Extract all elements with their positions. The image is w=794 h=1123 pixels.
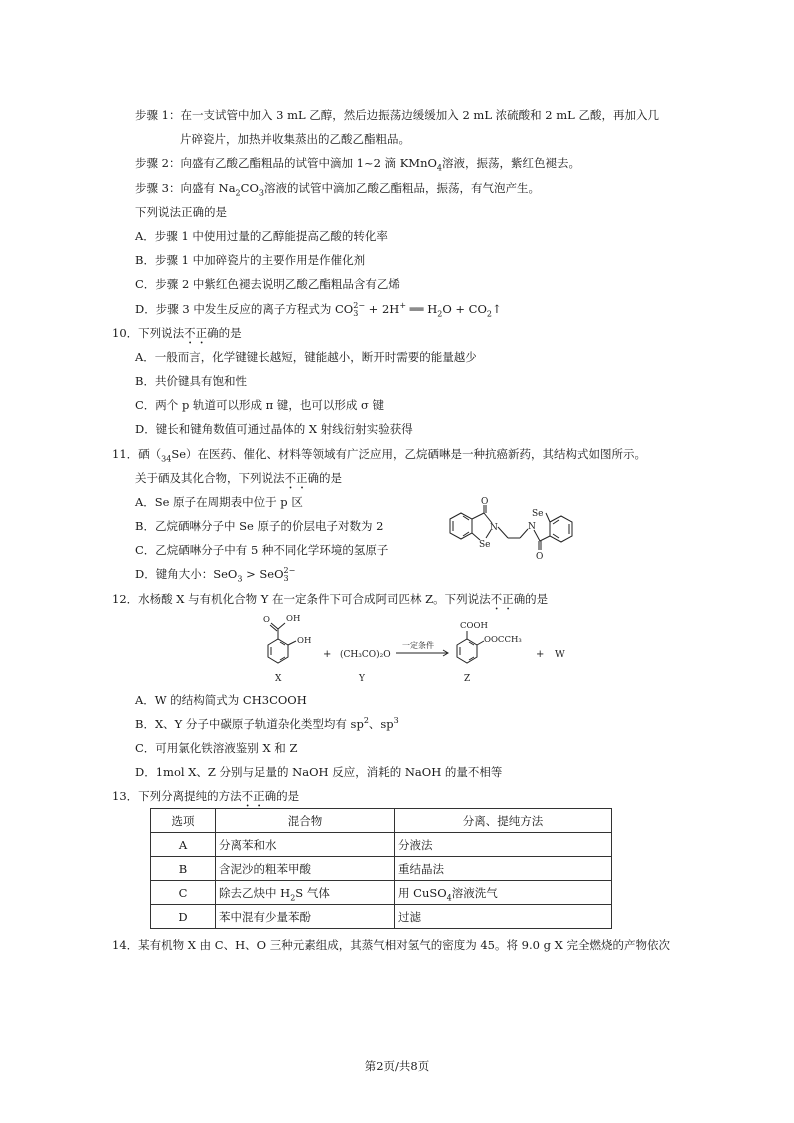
row-mixture: 含泥沙的粗苯甲酸 [216,857,395,881]
right-carbonyl-o: O [536,552,544,562]
left-n: N [490,523,498,533]
q12-stem: 12．水杨酸 X 与有机化合物 Y 在一定条件下可合成阿司匹林 Z。下列说法不正确的是 [112,592,549,606]
q11-stem-line1: 11．硒$(_{34}Se)$在医药、催化、材料等领域有广泛应用，乙烷硒啉是一种抗癌新药，其结构式如图所示。 [112,447,647,464]
table-row [151,905,612,929]
row-method: 重结晶法 [395,857,612,881]
q10-option-a: A．一般而言，化学键键长越短，键能越小，断开时需要的能量越少 [135,350,477,364]
table-row [151,833,612,857]
table-row [151,881,612,905]
q11-option-d: D．键角大小：SeO$_3$ > SeO 2− 3 [135,566,296,584]
x-label: X [275,674,282,684]
q9-option-a: A．步骤 1 中使用过量的乙醇能提高乙酸的转化率 [135,229,388,243]
q11-option-c: C．乙烷硒啉分子中有 5 种不同化学环境的氢原子 [135,543,389,557]
plus-sign-2: + [536,649,545,660]
right-se: Se [532,509,544,519]
page-footer: 第2页/共8页 [364,1059,430,1073]
q9-option-d: D．步骤 3 中发生反应的离子方程式为 CO 2− 3 + 2H+ ══ $H_2O$ + $CO_2↑$ [135,301,502,319]
x-carbonyl-o: O [263,615,270,625]
q12-option-a: A．W 的结构简式为 CH3COOH [135,693,307,707]
q11-stem-line2: 关于硒及其化合物，下列说法不正确的是 [135,471,342,485]
q10-option-b: B．共价键具有饱和性 [135,374,247,388]
z-cooh: COOH [460,621,488,631]
z-ester: OOCCH₃ [484,635,522,645]
header-mixture: 混合物 [216,809,395,833]
q12-option-c: C．可用氯化铁溶液鉴别 X 和 Z [135,741,298,755]
table-header-row [151,809,612,833]
header-option: 选项 [151,809,216,833]
q9-step1-line1: 步骤 1：在一支试管中加入 3 mL 乙醇，然后边振荡边缓缓加入 2 mL 浓硫酸和 2 mL 乙酸，再加入几 [135,108,659,122]
row-option: D [151,905,216,929]
row-option: B [151,857,216,881]
row-option: A [151,833,216,857]
q11-option-a: A．Se 原子在周期表中位于 p 区 [135,495,303,509]
y-label: Y [359,674,365,684]
q9-step3: 步骤 3：向盛有 $Na_2CO_3$溶液的试管中滴加乙酸乙酯粗品，振荡，有气泡产生。 [135,181,540,198]
q9-step2: 步骤 2：向盛有乙酸乙酯粗品的试管中滴加 1~2 滴 KMnO$_4$溶液，振荡，紫红色褪去。 [135,156,581,173]
y-formula: (CH₃CO)₂O [340,650,391,660]
right-n: N [528,522,536,532]
q14-stem: 14．某有机物 X 由 C、H、O 三种元素组成，其蒸气相对氢气的密度为 45。将 9.0 g X 完全燃烧的产物依次 [112,938,670,952]
q12-option-b: B．X、Y 分子中碳原子轨道杂化类型均有 $sp^2$、$sp^3$ [135,716,399,731]
table-row [151,857,612,881]
q10-stem: 10．下列说法不正确的是 [112,326,242,340]
q9-option-c: C．步骤 2 中紫红色褪去说明乙酸乙酯粗品含有乙烯 [135,277,400,291]
q10-option-c: C．两个 p 轨道可以形成 π 键，也可以形成 σ 键 [135,398,384,412]
header-method: 分离、提纯方法 [395,809,612,833]
z-label: Z [464,674,471,684]
row-mixture: 苯中混有少量苯酚 [216,905,395,929]
q9-stem: 下列说法正确的是 [135,205,227,219]
q10-option-d: D．键长和键角数值可通过晶体的 X 射线衍射实验获得 [135,422,413,436]
row-mixture: 分离苯和水 [216,833,395,857]
row-method: 过滤 [395,905,612,929]
row-mixture: 除去乙炔中 $H_2S$ 气体 [216,881,395,905]
q12-reaction-scheme [250,610,580,688]
q12-option-d: D．1mol X、Z 分别与足量的 NaOH 反应，消耗的 NaOH 的量不相等 [135,765,503,779]
x-acid-oh: OH [286,614,301,624]
reaction-condition: 一定条件 [402,641,434,650]
q9-step1-line2: 片碎瓷片，加热并收集蒸出的乙酸乙酯粗品。 [180,132,410,146]
row-method: 分液法 [395,833,612,857]
q9-option-b: B．步骤 1 中加碎瓷片的主要作用是作催化剂 [135,253,366,267]
plus-sign-1: + [323,649,332,660]
left-carbonyl-o: O [481,497,489,507]
separation-table [150,808,612,929]
ethaselen-structure [436,496,586,564]
q13-stem: 13．下列分离提纯的方法不正确的是 [112,789,300,803]
row-method: 用 CuSO$_4$溶液洗气 [395,881,612,905]
row-option: C [151,881,216,905]
q11-option-b: B．乙烷硒啉分子中 Se 原子的价层电子对数为 2 [135,519,384,533]
x-phenol-oh: OH [297,636,312,646]
w-label: W [555,649,565,660]
left-se: Se [479,540,491,550]
